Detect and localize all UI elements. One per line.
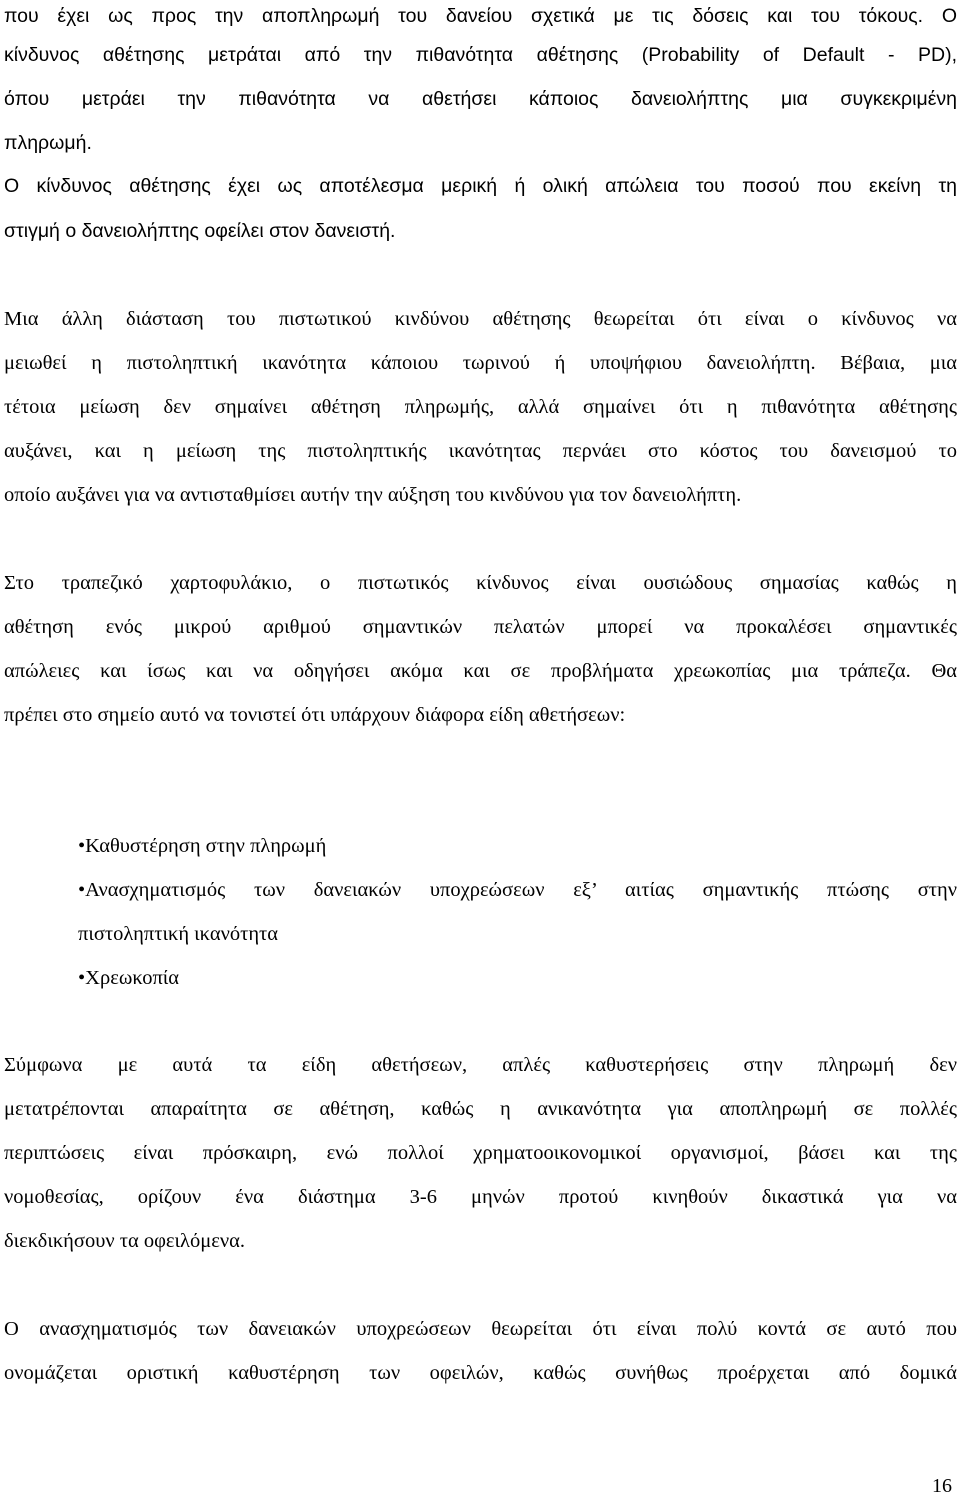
text-line: μετατρέπονται απαραίτητα σε αθέτηση, καθώς η ανικανότητα για αποπληρωμή σε πολλές (4, 1098, 957, 1120)
text-line: διεκδικήσουν τα οφειλόμενα. (4, 1230, 245, 1252)
bullet-item: •Χρεωκοπία (78, 967, 180, 989)
text-line: όπου μετράει την πιθανότητα να αθετήσει κάποιος δανειολήπτης μια συγκεκριμένη (4, 88, 957, 110)
text-line: στιγμή ο δανειολήπτης οφείλει στον δανειστή. (4, 220, 396, 242)
text-line: Στο τραπεζικό χαρτοφυλάκιο, ο πιστωτικός κίνδυνος είναι ουσιώδους σημασίας καθώς η (4, 572, 957, 594)
text-line: πρέπει στο σημείο αυτό να τονιστεί ότι υπάρχουν διάφορα είδη αθετήσεων: (4, 704, 626, 726)
text-line: οποίο αυξάνει για να αντισταθμίσει αυτήν την αύξηση του κινδύνου για τον δανειολήπτη. (4, 484, 742, 506)
text-line: ονομάζεται οριστική καθυστέρηση των οφειλών, καθώς συνήθως προέρχεται από δομικά (4, 1362, 957, 1384)
text-line: τέτοια μείωση δεν σημαίνει αθέτηση πληρωμής, αλλά σημαίνει ότι η πιθανότητα αθέτησης (4, 396, 957, 418)
text-line: που έχει ως προς την αποπληρωμή του δανείου σχετικά με τις δόσεις και του τόκους. Ο (4, 5, 957, 27)
text-line: Ο κίνδυνος αθέτησης έχει ως αποτέλεσμα μερική ή ολική απώλεια του ποσού που εκείνη τη (4, 175, 957, 197)
text-line: Σύμφωνα με αυτά τα είδη αθετήσεων, απλές καθυστερήσεις στην πληρωμή δεν (4, 1054, 957, 1076)
bullet-item-continuation: πιστοληπτική ικανότητα (78, 923, 279, 945)
text-line: αυξάνει, και η μείωση της πιστοληπτικής ικανότητας περνάει στο κόστος του δανεισμού το (4, 440, 957, 462)
text-line: Ο ανασχηματισμός των δανειακών υποχρεώσεων θεωρείται ότι είναι πολύ κοντά σε αυτό που (4, 1318, 957, 1340)
text-line: μειωθεί η πιστοληπτική ικανότητα κάποιου τωρινού ή υποψήφιου δανειολήπτη. Βέβαια, μια (4, 352, 957, 374)
text-line: περιπτώσεις είναι πρόσκαιρη, ενώ πολλοί χρηματοοικονομικοί οργανισμοί, βάσει και της (4, 1142, 957, 1164)
bullet-item: •Καθυστέρηση στην πληρωμή (78, 835, 327, 857)
text-line: απώλειες και ίσως και να οδηγήσει ακόμα και σε προβλήματα χρεωκοπίας μια τράπεζα. Θα (4, 660, 957, 682)
text-line: νομοθεσίας, ορίζουν ένα διάστημα 3-6 μηνών προτού κινηθούν δικαστικά για να (4, 1186, 957, 1208)
text-line: Μια άλλη διάσταση του πιστωτικού κινδύνου αθέτησης θεωρείται ότι είναι ο κίνδυνος να (4, 308, 957, 330)
text-line: πληρωμή. (4, 132, 92, 154)
text-line: αθέτηση ενός μικρού αριθμού σημαντικών πελατών μπορεί να προκαλέσει σημαντικές (4, 616, 957, 638)
bullet-item: •Ανασχηματισμός των δανειακών υποχρεώσεων εξ’ αιτίας σημαντικής πτώσης στην (78, 879, 957, 901)
text-line: κίνδυνος αθέτησης μετράται από την πιθανότητα αθέτησης (Probability of Default - PD), (4, 44, 957, 66)
page-number: 16 (932, 1475, 952, 1497)
